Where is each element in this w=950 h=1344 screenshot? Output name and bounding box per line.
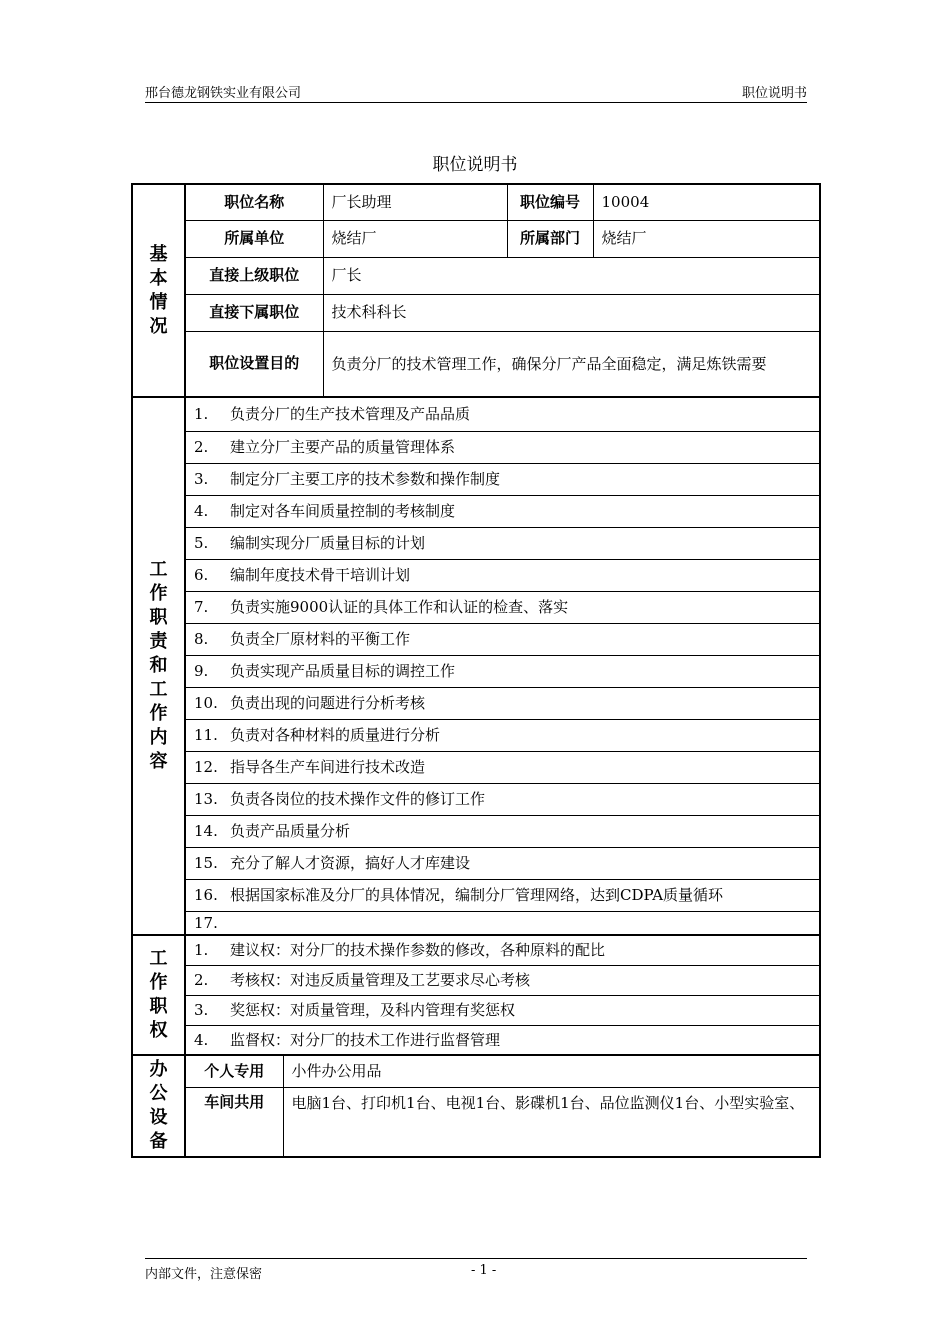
item-number: 5. xyxy=(194,533,209,552)
item-number: 6. xyxy=(194,565,209,584)
duty-item xyxy=(185,495,820,527)
duty-item xyxy=(185,687,820,719)
duty-item xyxy=(185,911,820,935)
item-text: 负责分厂的生产技术管理及产品品质 xyxy=(230,404,471,423)
duty-item xyxy=(185,783,820,815)
shared-label: 车间共用 xyxy=(185,1087,283,1157)
item-text: 负责实施9000认证的具体工作和认证的检查、落实 xyxy=(230,597,569,616)
item-number: 9. xyxy=(194,661,209,680)
section-equipment: 办 公 设 备 xyxy=(132,1055,185,1157)
duty-item xyxy=(185,431,820,463)
item-text: 负责实现产品质量目标的调控工作 xyxy=(230,661,456,680)
item-text: 制定分厂主要工序的技术参数和操作制度 xyxy=(230,469,501,488)
duty-item xyxy=(185,847,820,879)
authority-item xyxy=(185,965,820,995)
unit-label: 所属单位 xyxy=(185,220,323,257)
position-name-value: 厂长助理 xyxy=(323,184,507,220)
dept-value: 烧结厂 xyxy=(593,220,820,257)
item-text: 建议权：对分厂的技术操作参数的修改，各种原料的配比 xyxy=(230,941,606,960)
item-number: 7. xyxy=(194,597,209,616)
purpose-value: 负责分厂的技术管理工作，确保分厂产品全面稳定，满足炼铁需要 xyxy=(323,331,820,397)
item-number: 12. xyxy=(194,757,218,776)
job-description-table xyxy=(131,183,821,1158)
personal-label: 个人专用 xyxy=(185,1055,283,1087)
position-code-value: 10004 xyxy=(593,184,820,220)
item-number: 4. xyxy=(194,1030,209,1049)
item-text: 编制实现分厂质量目标的计划 xyxy=(230,533,426,552)
document-title: 职位说明书 xyxy=(432,155,518,175)
header-doc-type: 职位说明书 xyxy=(741,86,807,101)
item-number: 4. xyxy=(194,501,209,520)
item-text: 负责各岗位的技术操作文件的修订工作 xyxy=(230,789,486,808)
position-code-label: 职位编号 xyxy=(507,184,593,220)
item-number: 1. xyxy=(194,404,209,423)
item-text: 考核权：对违反质量管理及工艺要求尽心考核 xyxy=(230,971,531,989)
duty-item xyxy=(185,591,820,623)
item-number: 10. xyxy=(194,693,218,712)
section-duties: 工 作 职 责 和 工 作 内 容 xyxy=(132,397,185,935)
item-number: 1. xyxy=(194,941,209,960)
duty-item xyxy=(185,751,820,783)
dept-label: 所属部门 xyxy=(507,220,593,257)
subordinate-label: 直接下属职位 xyxy=(185,294,323,331)
superior-label: 直接上级职位 xyxy=(185,257,323,294)
personal-value: 小件办公用品 xyxy=(283,1055,820,1087)
item-number: 15. xyxy=(194,853,218,872)
item-number: 3. xyxy=(194,469,209,488)
duty-item xyxy=(185,397,820,431)
authority-item xyxy=(185,1025,820,1055)
position-name-label: 职位名称 xyxy=(185,184,323,220)
duty-item xyxy=(185,463,820,495)
duty-item xyxy=(185,879,820,911)
item-text: 负责全厂原材料的平衡工作 xyxy=(230,629,411,648)
item-text: 负责出现的问题进行分析考核 xyxy=(230,693,426,712)
footer-note: 内部文件，注意保密 xyxy=(145,1267,263,1282)
purpose-label: 职位设置目的 xyxy=(185,331,323,397)
duty-item xyxy=(185,527,820,559)
subordinate-value: 技术科科长 xyxy=(323,294,820,331)
item-number: 11. xyxy=(194,725,218,744)
item-text: 编制年度技术骨干培训计划 xyxy=(230,565,411,584)
company-name: 邢台德龙钢铁实业有限公司 xyxy=(145,86,302,101)
item-text: 负责产品质量分析 xyxy=(230,821,351,840)
duty-item xyxy=(185,655,820,687)
authority-item xyxy=(185,995,820,1025)
item-text: 充分了解人才资源，搞好人才库建设 xyxy=(230,853,471,872)
item-number: 16. xyxy=(194,885,218,904)
superior-value: 厂长 xyxy=(323,257,820,294)
item-number: 17. xyxy=(194,913,218,932)
authority-item xyxy=(185,935,820,965)
item-text: 建立分厂主要产品的质量管理体系 xyxy=(230,437,456,456)
item-number: 2. xyxy=(194,437,209,456)
item-text: 根据国家标准及分厂的具体情况，编制分厂管理网络，达到CDPA质量循环 xyxy=(230,885,724,904)
page-footer xyxy=(145,1258,807,1282)
section-authority: 工 作 职 权 xyxy=(132,935,185,1055)
item-text: 奖惩权：对质量管理，及科内管理有奖惩权 xyxy=(230,1001,516,1019)
item-text: 制定对各车间质量控制的考核制度 xyxy=(230,501,456,520)
page-number: - 1 - xyxy=(471,1263,497,1278)
item-number: 13. xyxy=(194,789,218,808)
duty-item xyxy=(185,623,820,655)
duty-item xyxy=(185,719,820,751)
shared-value: 电脑1台、打印机1台、电视1台、影碟机1台、品位监测仪1台、小型实验室、 xyxy=(283,1087,820,1157)
item-number: 3. xyxy=(194,1001,209,1019)
item-number: 14. xyxy=(194,821,218,840)
item-text: 监督权：对分厂的技术工作进行监督管理 xyxy=(230,1030,501,1049)
duty-item xyxy=(185,815,820,847)
item-number: 8. xyxy=(194,629,209,648)
item-text: 负责对各种材料的质量进行分析 xyxy=(230,725,441,744)
page-header xyxy=(145,82,807,103)
item-text: 指导各生产车间进行技术改造 xyxy=(230,757,426,776)
item-number: 2. xyxy=(194,971,209,989)
section-basic: 基 本 情 况 xyxy=(132,184,185,397)
duty-item xyxy=(185,559,820,591)
unit-value: 烧结厂 xyxy=(323,220,507,257)
